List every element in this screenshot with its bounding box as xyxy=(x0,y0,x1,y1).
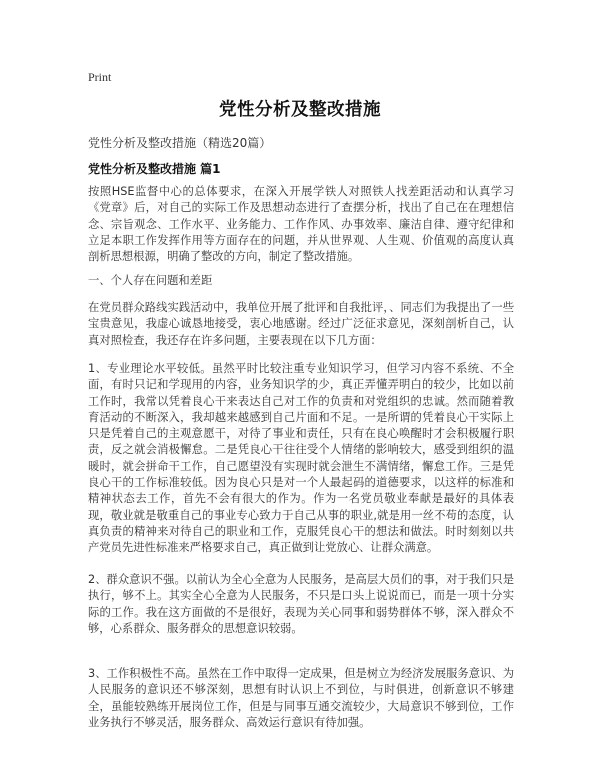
paragraph-problems-heading: 一、个人存在问题和差距 xyxy=(88,274,213,287)
page-title: 党性分析及整改措施 xyxy=(219,100,381,120)
section-heading: 党性分析及整改措施 篇1 xyxy=(88,162,221,176)
paragraph-point-2: 2、群众意识不强。以前认为全心全意为人民服务，是高层大员们的事，对于我们只是执行，够不上。其实全心全意为人民服务，不只是口头上说说而已，而是一项十分实际的工作。我在这方面做的不是很好，表现为关心同事和弱势群体不够，深入群众不够，心系群众、服务群众的思想意识较弱。 xyxy=(88,573,514,635)
paragraph-self-criticism: 在党员群众路线实践活动中，我单位开展了批评和自我批评，、同志们为我提出了一些宝贵意见，我虚心诚恳地接受，衷心地感谢。经过广泛征求意见，深刻剖析自己，认真对照检查，我还存在许多问题，主要表现在以下几方面： xyxy=(88,301,514,347)
paragraph-point-1: 1、专业理论水平较低。虽然平时比较注重专业知识学习，但学习内容不系统、不全面，有时只记和学现用的内容，业务知识学的少，真正弄懂弄明白的较少，比如以前工作时，我常以凭着良心干来表达自己对工作的负责和对党组织的忠诚。然而随着教育活动的不断深入，我却越来越感到自己片面和不足。一是所谓的凭着良心干实际上只是凭着自己的主观意愿干，对待了事业和责任，只有在良心唤醒时才会积极履行职责，反之就会消极懈怠。二是凭良心干往往受个人情绪的影响较大，感受到组织的温暖时，就会拼命干工作，自己愿望没有实现时就会泄生不满情绪，懈怠工作。三是凭良心干的工作标准较低。因为良心只是对一个人最起码的道德要求，以这样的标准和精神状态去工作，首先不会有很大的作为。作为一名党员敬业奉献是最好的具体表现，敬业就是敬重自己的事业专心致力于自己从事的职业,就是用一丝不苟的态度，认真负责的精神来对待自己的职业和工作，克服凭良心干的想法和做法。时时刻刻以共产党员先进性标准来严格要求自己，真正做到让党放心、让群众满意。 xyxy=(88,362,514,555)
paragraph-point-3: 3、工作积极性不高。虽然在工作中取得一定成果，但是树立为经济发展服务意识、为人民服务的意识还不够深刻，思想有时认识上不到位，与时俱进，创新意识不够建全，虽能较熟练开展岗位工作，但是与同事互通交流较少，大局意识不够到位，工作业务执行不够灵活，服务群众、高效运行意识有待加强。 xyxy=(88,667,514,729)
paragraph-intro: 按照HSE监督中心的总体要求，在深入开展学铁人对照铁人找差距活动和认真学习《党章》后，对自己的实际工作及思想动态进行了查摆分析，找出了自己在在理想信念、宗旨观念、工作水平、业务能力、工作作风、办事效率、廉洁自律、遵守纪律和立足本职工作发挥作用等方面存在的问题，并从世界观、人生观、价值观的高度认真剖析思想根源，明确了整改的方向，制定了整改措施。 xyxy=(88,185,514,264)
document-subtitle: 党性分析及整改措施（精选20篇） xyxy=(88,136,272,150)
print-link[interactable]: Print xyxy=(88,70,112,84)
